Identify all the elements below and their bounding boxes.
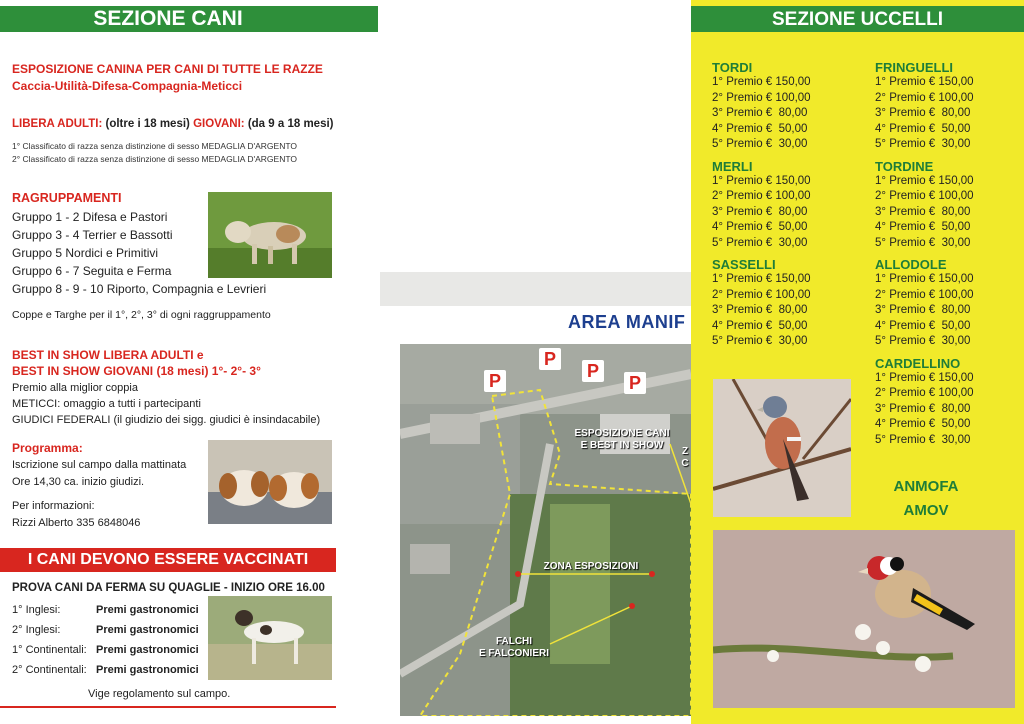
giovani-label: GIOVANI: (193, 118, 245, 130)
prova-table (12, 600, 202, 680)
best-in-show-1: BEST IN SHOW LIBERA ADULTI e (12, 348, 204, 362)
libera-value: (oltre i 18 mesi) (105, 118, 190, 130)
prova-category: 1° Continentali: (12, 644, 87, 656)
prize-line: 4° Premio € 50,00 (875, 122, 971, 135)
map-label-falchi: FALCHI E FALCONIERI (478, 636, 549, 659)
prize-line: 3° Premio € 80,00 (875, 205, 971, 218)
prize-line: 5° Premio € 30,00 (875, 335, 971, 347)
bird-heading-cardellino: CARDELLINO (875, 355, 961, 371)
prova-title: PROVA CANI DA FERMA SU QUAGLIE - INIZIO ORE 16.00 (12, 582, 325, 594)
prize-line: 3° Premio € 80,00 (875, 402, 971, 415)
list-item: Ore 14,30 ca. inizio giudizi. (12, 476, 145, 488)
paper-fold (380, 272, 691, 306)
bird-column-2 (875, 60, 974, 448)
list-item: Gruppo 8 - 9 - 10 Riporto, Compagnia e Levrieri (12, 282, 267, 296)
list-item: Iscrizione sul campo dalla mattinata (12, 459, 187, 471)
parking-marker: P (484, 370, 506, 392)
prize-line: 5° Premio € 30,00 (712, 335, 808, 347)
org-anmofa: ANMOFA (893, 478, 959, 495)
list-item: GIUDICI FEDERALI (il giudizio dei sigg. giudici è insindacabile) (12, 414, 321, 426)
libera-label: LIBERA ADULTI: (12, 118, 103, 130)
classificato-2: 2° Classificato di razza senza distinzione di sesso MEDAGLIA D'ARGENTO (12, 154, 298, 164)
prize-line: 2° Premio € 100,00 (875, 190, 974, 202)
prize-line: 3° Premio € 80,00 (712, 304, 808, 316)
map-label-esposizione-cani: ESPOSIZIONE CANI E BEST IN SHOW (574, 428, 670, 451)
programma-title: Programma: (12, 441, 83, 455)
programma-lines (12, 457, 186, 491)
green-strip (336, 6, 378, 32)
bird-heading-merli: MERLI (712, 158, 753, 174)
giovani-value: (da 9 a 18 mesi) (247, 118, 334, 130)
prova-prize: Premi gastronomici (96, 624, 199, 636)
prize-line: 5° Premio € 30,00 (875, 236, 971, 249)
prize-line: 2° Premio € 100,00 (712, 91, 811, 104)
table-row (12, 620, 202, 640)
prize-line: 3° Premio € 80,00 (712, 107, 808, 119)
expo-subtitle: Caccia-Utilità-Difesa-Compagnia-Meticci (12, 79, 243, 93)
table-row (12, 640, 202, 660)
aerial-map-image (400, 344, 691, 716)
prize-line: 1° Premio € 150,00 (875, 371, 974, 384)
area-title: AREA MANIF (568, 312, 686, 332)
prize-line: 1° Premio € 150,00 (875, 273, 974, 285)
list-item: METICCI: omaggio a tutti i partecipanti (12, 398, 201, 410)
parking-marker: P (624, 372, 646, 394)
bird-heading-tordine: TORDINE (875, 158, 934, 174)
list-item: Gruppo 1 - 2 Difesa e Pastori (12, 210, 168, 224)
prize-line: 2° Premio € 100,00 (875, 387, 974, 399)
list-item: Rizzi Alberto 335 6848046 (12, 517, 141, 529)
expo-title: ESPOSIZIONE CANINA PER CANI DI TUTTE LE RAZZE (12, 62, 323, 76)
prize-line: 4° Premio € 50,00 (875, 319, 971, 332)
prize-line: 4° Premio € 50,00 (712, 122, 808, 135)
classificato-1: 1° Classificato di razza senza distinzione di sesso MEDAGLIA D'ARGENTO (12, 141, 298, 151)
bird-heading-fringuelli: FRINGUELLI (875, 60, 953, 75)
pointer-dog-photo (208, 596, 332, 680)
prize-line: 3° Premio € 80,00 (875, 304, 971, 316)
bird-heading-sasselli: SASSELLI (712, 257, 776, 272)
list-item: Gruppo 3 - 4 Terrier e Bassotti (12, 228, 173, 242)
prize-line: 1° Premio € 150,00 (712, 76, 811, 88)
dog-section-title: SEZIONE CANI (0, 6, 336, 32)
prize-line: 1° Premio € 150,00 (712, 273, 811, 285)
table-row (12, 660, 202, 680)
info-lines (12, 498, 140, 532)
prize-line: 5° Premio € 30,00 (875, 138, 971, 150)
event-area-map (400, 344, 691, 716)
parking-marker: P (582, 360, 604, 382)
prova-category: 1° Inglesi: (12, 604, 61, 616)
prize-line: 4° Premio € 50,00 (712, 221, 808, 233)
chaffinch-photo (713, 379, 851, 517)
prize-line: 2° Premio € 100,00 (712, 288, 811, 301)
prize-line: 4° Premio € 50,00 (875, 221, 971, 233)
prize-line: 2° Premio € 100,00 (875, 288, 974, 301)
prize-line: 5° Premio € 30,00 (875, 433, 971, 446)
prize-line: 4° Premio € 50,00 (875, 418, 971, 430)
age-classes (12, 118, 333, 130)
goldfinch-photo (713, 530, 1015, 708)
list-item: Premio alla miglior coppia (12, 382, 138, 394)
parking-marker: P (539, 348, 561, 370)
list-item: Gruppo 5 Nordici e Primitivi (12, 246, 159, 260)
bird-heading-tordi: TORDI (712, 60, 753, 75)
dog-photo-spinone (208, 192, 332, 278)
prize-line: 3° Premio € 80,00 (875, 107, 971, 119)
prova-category: 2° Inglesi: (12, 624, 61, 636)
regolamento-text: Vige regolamento sul campo. (88, 688, 231, 700)
prova-prize: Premi gastronomici (96, 604, 199, 616)
prize-line: 1° Premio € 150,00 (875, 174, 974, 187)
list-item: Per informazioni: (12, 500, 95, 512)
prize-line: 1° Premio € 150,00 (875, 76, 974, 88)
gruppi-list (12, 208, 267, 298)
bird-section-title: SEZIONE UCCELLI (691, 6, 1024, 32)
best-details (12, 380, 320, 428)
prize-line: 5° Premio € 30,00 (712, 236, 808, 249)
prize-line: 2° Premio € 100,00 (875, 91, 974, 104)
prova-prize: Premi gastronomici (96, 644, 199, 656)
prize-line: 2° Premio € 100,00 (712, 190, 811, 202)
vaccination-banner: I CANI DEVONO ESSERE VACCINATI (0, 548, 336, 572)
prize-line: 1° Premio € 150,00 (712, 174, 811, 187)
prova-prize: Premi gastronomici (96, 664, 199, 676)
table-row (12, 600, 202, 620)
prize-line: 3° Premio € 80,00 (712, 205, 808, 218)
bird-column-1 (712, 60, 811, 350)
raggruppamenti-title: RAGRUPPAMENTI (12, 191, 122, 205)
prize-line: 5° Premio € 30,00 (712, 138, 808, 150)
org-amov: AMOV (903, 502, 949, 519)
coppe-text: Coppe e Targhe per il 1°, 2°, 3° di ogni raggruppamento (12, 309, 271, 321)
bird-heading-allodole: ALLODOLE (875, 257, 947, 272)
map-label-edge: Z C (681, 446, 689, 469)
prova-category: 2° Continentali: (12, 664, 87, 676)
list-item: Gruppo 6 - 7 Seguita e Ferma (12, 264, 172, 278)
bottom-divider (0, 706, 336, 708)
prize-line: 4° Premio € 50,00 (712, 319, 808, 332)
best-in-show-2: BEST IN SHOW GIOVANI (18 mesi) 1°- 2°- 3° (12, 364, 261, 378)
puppies-photo (208, 440, 332, 524)
map-label-zona-esposizioni: ZONA ESPOSIZIONI (543, 561, 639, 572)
